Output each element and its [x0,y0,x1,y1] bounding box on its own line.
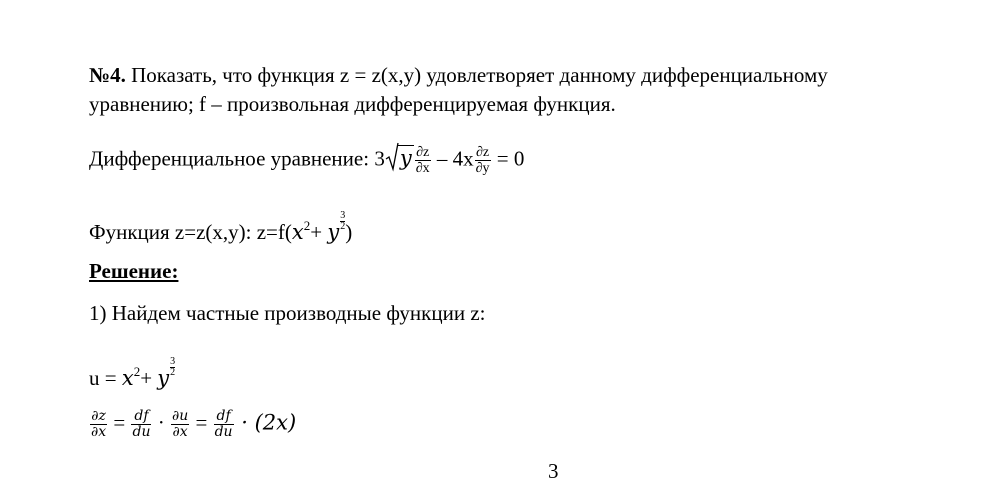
frac-den: du [214,424,233,440]
problem-statement-line2: уравнению; f – произвольная дифференцируемая функция. [89,92,616,116]
exp-three-halves [170,357,175,378]
page-number: 3 [548,459,559,483]
fraction-dz-dx [90,409,107,440]
fraction-df-du [131,409,151,440]
differential-equation [89,145,524,176]
close-paren: ) [345,220,353,244]
frac-num: ∂z [91,408,106,424]
frac-den: du [132,424,151,440]
var-y: y [327,220,340,244]
fraction-dz-dy [475,145,491,176]
frac-num: df [131,409,151,425]
frac-num: ∂u [171,408,189,424]
radicand: y [399,146,412,171]
exp-den: 2 [340,221,346,232]
problem-statement-line1 [89,62,828,88]
equation-tail: = 0 [491,146,525,171]
frac-num: df [214,409,234,425]
exp-2: 2 [133,364,141,379]
frac-den: ∂x [415,161,430,176]
frac-den: ∂y [475,161,490,176]
var-x: x [291,220,304,244]
fraction-dz-dx [415,145,431,176]
solution-heading: Решение: [89,259,179,283]
frac-num: ∂z [476,145,490,160]
dot: · [152,410,170,435]
equals: = [108,410,131,435]
equation-middle: – 4x [431,146,474,171]
function-definition [89,211,352,245]
step1-text: 1) Найдем частные производные функции z: [89,301,486,325]
exp-num: 3 [340,210,346,221]
exp-den: 2 [170,367,176,378]
exp-2: 2 [303,218,311,233]
equals: = [190,410,213,435]
fraction-du-dx [171,409,189,440]
function-label: Функция z=z(x,y): z=f( [89,220,292,244]
sqrt-y [385,145,414,171]
radical-sign-icon [385,142,399,172]
problem-statement-text: Показать, что функция z = z(x,y) удовлетворяет данному дифференциальному [125,63,828,87]
derivative-chain-rule [89,409,296,440]
frac-den: ∂x [172,424,188,440]
var-y: y [157,366,170,390]
equation-label: Дифференциальное уравнение: 3 [89,146,385,171]
plus: + [140,366,158,390]
frac-num: ∂z [416,145,430,160]
plus: + [310,220,328,244]
derivative-tail: · (2x) [234,410,297,435]
problem-number: №4. [89,63,126,87]
var-x: x [121,366,134,390]
fraction-df-du [214,409,234,440]
u-lhs: u = [89,366,122,390]
exp-num: 3 [170,356,176,367]
frac-den: ∂x [91,424,107,440]
u-definition [89,357,175,391]
